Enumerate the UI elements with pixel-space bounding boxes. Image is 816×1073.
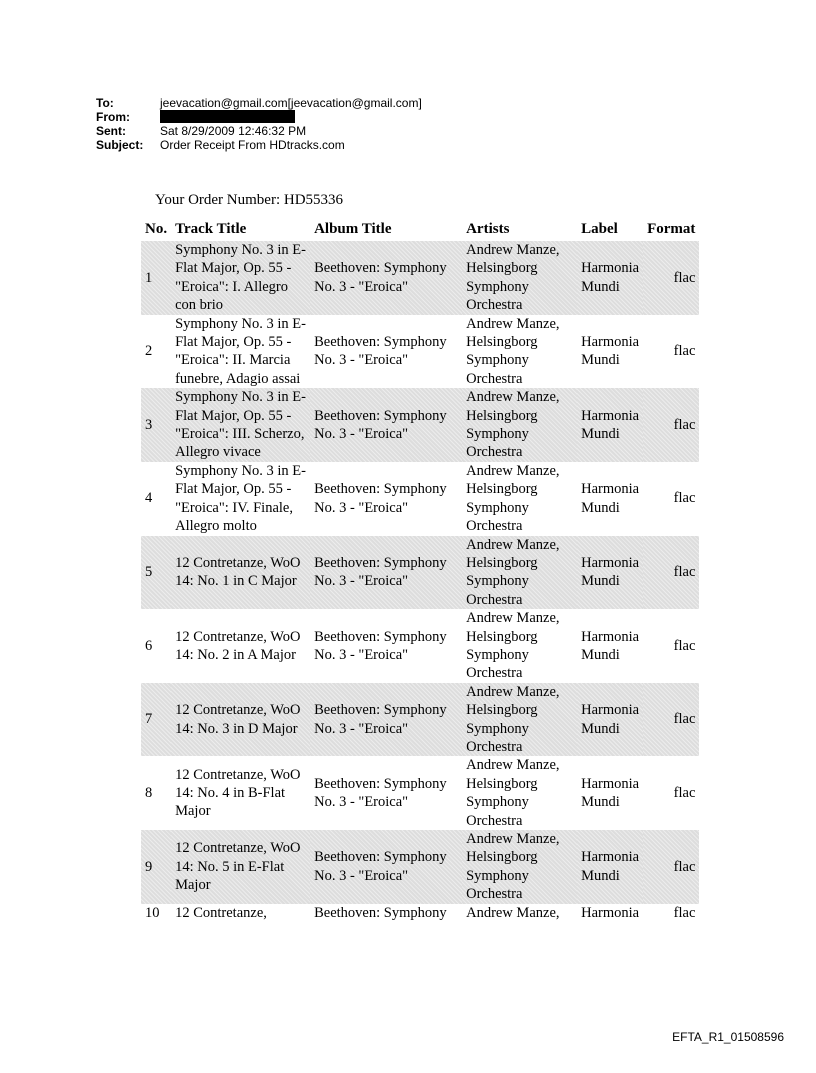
sent-row (96, 124, 422, 138)
order-number-value: HD55336 (283, 192, 344, 208)
order-number-line (155, 191, 343, 209)
track-number: 5 (141, 536, 171, 610)
table-row (141, 462, 699, 536)
format: flac (643, 388, 699, 462)
format: flac (643, 241, 699, 315)
format: flac (643, 536, 699, 610)
table-row (141, 830, 699, 904)
from-redaction (160, 110, 295, 123)
track-title: 12 Contretanze, WoO 14: No. 5 in E-Flat Major (171, 830, 310, 904)
album-title: Beethoven: Symphony No. 3 - "Eroica" (310, 241, 462, 315)
record-label: Harmonia (581, 904, 640, 921)
column-header-album-title: Album Title (314, 221, 392, 237)
track-title: Symphony No. 3 in E-Flat Major, Op. 55 - "Eroica": II. Marcia funebre, Adagio assai (175, 315, 306, 387)
record-label: Harmonia Mundi (577, 536, 643, 610)
track-title: Symphony No. 3 in E-Flat Major, Op. 55 - "Eroica": III. Scherzo, Allegro vivace (171, 388, 310, 462)
artists: Andrew Manze, Helsingborg Symphony Orchestra (462, 241, 577, 315)
track-number: 1 (141, 241, 171, 315)
column-header-artists: Artists (466, 221, 510, 237)
order-items-table (141, 217, 699, 924)
album-title: Beethoven: Symphony No. 3 - "Eroica" (314, 334, 447, 369)
sent-value: Sat 8/29/2009 12:46:32 PM (160, 124, 307, 138)
record-label: Harmonia Mundi (581, 481, 640, 516)
track-number: 10 (145, 904, 160, 921)
table-row (141, 536, 699, 610)
to-row (96, 96, 422, 110)
format: flac (673, 784, 696, 801)
track-number: 4 (145, 490, 153, 507)
to-value: jeevacation@gmail.com[jeevacation@gmail.com] (160, 96, 422, 110)
column-header-label: Label (581, 221, 618, 237)
track-title: 12 Contretanze, (175, 904, 267, 921)
artists: Andrew Manze, Helsingborg Symphony Orchestra (462, 830, 577, 904)
artists: Andrew Manze, (466, 904, 560, 921)
album-title: Beethoven: Symphony No. 3 - "Eroica" (310, 536, 462, 610)
table-row (141, 756, 699, 830)
track-title: 12 Contretanze, WoO 14: No. 1 in C Major (171, 536, 310, 610)
album-title: Beethoven: Symphony (314, 904, 447, 921)
album-title: Beethoven: Symphony No. 3 - "Eroica" (314, 775, 447, 811)
subject-value: Order Receipt From HDtracks.com (160, 138, 345, 152)
subject-row (96, 138, 422, 152)
album-title: Beethoven: Symphony No. 3 - "Eroica" (310, 683, 462, 757)
table-row (141, 683, 699, 757)
record-label: Harmonia Mundi (577, 241, 643, 315)
record-label: Harmonia Mundi (581, 775, 640, 811)
album-title: Beethoven: Symphony No. 3 - "Eroica" (310, 830, 462, 904)
artists: Andrew Manze, Helsingborg Symphony Orchestra (466, 315, 560, 387)
column-header-format: Format (647, 221, 696, 237)
column-header-track-title: Track Title (175, 221, 247, 237)
subject-label: Subject: (96, 138, 144, 152)
track-title: 12 Contretanze, WoO 14: No. 3 in D Major (171, 683, 310, 757)
column-header-no: No. (145, 221, 168, 237)
artists: Andrew Manze, Helsingborg Symphony Orchestra (466, 757, 560, 829)
table-row (141, 609, 699, 683)
document-id: EFTA_R1_01508596 (672, 1030, 784, 1044)
track-number: 3 (141, 388, 171, 462)
from-label: From: (96, 110, 130, 124)
track-number: 7 (141, 683, 171, 757)
album-title: Beethoven: Symphony No. 3 - "Eroica" (314, 628, 447, 663)
track-title: Symphony No. 3 in E-Flat Major, Op. 55 - "Eroica": IV. Finale, Allegro molto (175, 462, 306, 535)
table-header-row (141, 217, 699, 241)
album-title: Beethoven: Symphony No. 3 - "Eroica" (314, 481, 447, 516)
table-row (141, 241, 699, 315)
format: flac (673, 490, 696, 507)
format: flac (643, 830, 699, 904)
track-number: 2 (145, 343, 153, 360)
artists: Andrew Manze, Helsingborg Symphony Orchestra (462, 536, 577, 610)
artists: Andrew Manze, Helsingborg Symphony Orchestra (466, 462, 560, 535)
record-label: Harmonia Mundi (581, 628, 640, 663)
email-header (96, 96, 422, 152)
from-row (96, 110, 422, 124)
track-title: 12 Contretanze, WoO 14: No. 2 in A Major (175, 628, 301, 663)
record-label: Harmonia Mundi (581, 334, 640, 369)
table-row (141, 904, 699, 924)
to-label: To: (96, 96, 114, 110)
track-number: 8 (145, 784, 153, 801)
track-title: Symphony No. 3 in E-Flat Major, Op. 55 - "Eroica": I. Allegro con brio (171, 241, 310, 315)
track-title: 12 Contretanze, WoO 14: No. 4 in B-Flat Major (175, 766, 301, 820)
format: flac (673, 904, 696, 921)
track-number: 6 (145, 637, 153, 654)
format: flac (673, 343, 696, 360)
order-number-label: Your Order Number: (155, 192, 281, 208)
sent-label: Sent: (96, 124, 126, 138)
record-label: Harmonia Mundi (577, 388, 643, 462)
record-label: Harmonia Mundi (577, 683, 643, 757)
format: flac (643, 683, 699, 757)
table-row (141, 315, 699, 389)
artists: Andrew Manze, Helsingborg Symphony Orchestra (466, 610, 560, 682)
format: flac (673, 637, 696, 654)
artists: Andrew Manze, Helsingborg Symphony Orchestra (462, 388, 577, 462)
album-title: Beethoven: Symphony No. 3 - "Eroica" (310, 388, 462, 462)
track-number: 9 (141, 830, 171, 904)
artists: Andrew Manze, Helsingborg Symphony Orchestra (462, 683, 577, 757)
table-row (141, 388, 699, 462)
record-label: Harmonia Mundi (577, 830, 643, 904)
